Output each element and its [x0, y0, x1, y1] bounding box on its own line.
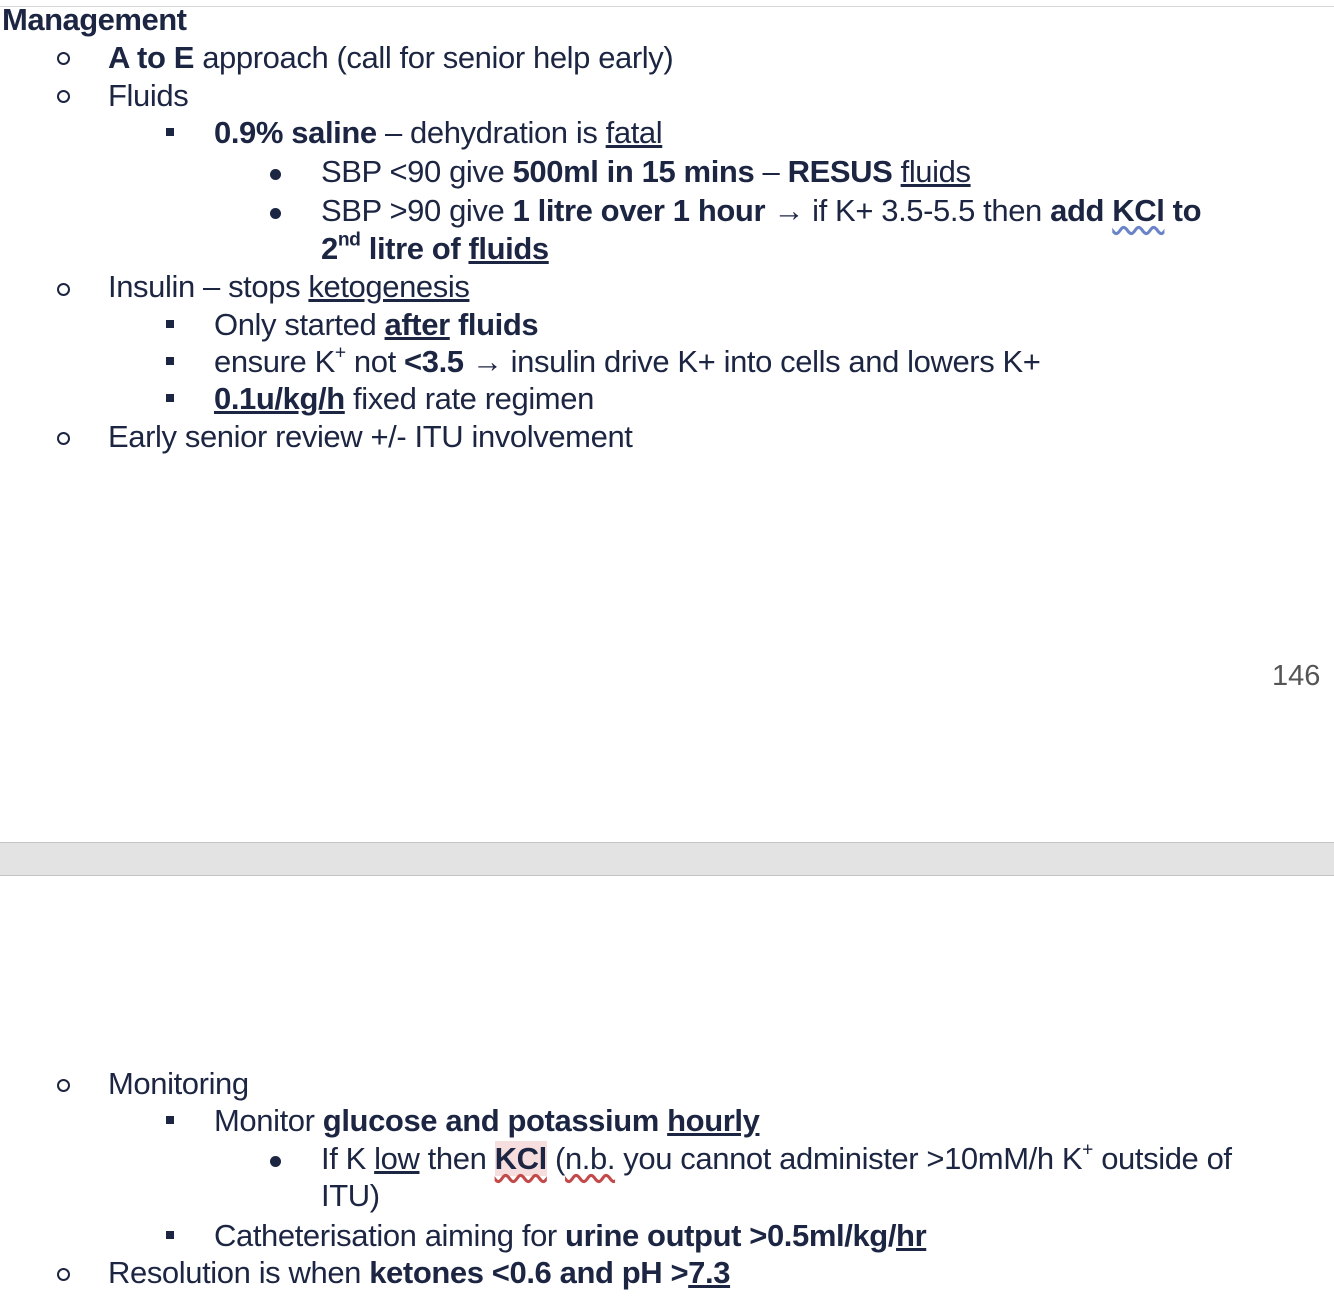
text: SBP <90 give [321, 154, 513, 189]
list-item-fixed-rate [214, 380, 594, 418]
text: ( [546, 1141, 565, 1176]
list-item-saline [214, 114, 662, 152]
text: then [419, 1141, 495, 1176]
square-bullet-icon [166, 357, 174, 365]
round-bullet-icon [270, 208, 281, 219]
underlined-text: fatal [605, 115, 663, 150]
text: – [754, 154, 788, 189]
underlined-text: 7.3 [688, 1255, 731, 1290]
list-item-senior-review: Early senior review +/- ITU involvement [108, 419, 633, 454]
bold-text: ketones <0.6 and pH > [369, 1255, 689, 1290]
bold-text: RESUS [787, 154, 893, 189]
superscript: nd [337, 229, 361, 251]
underlined-text: hourly [667, 1103, 760, 1138]
underlined-text: fluids [900, 154, 971, 189]
page-number: 146 [1272, 660, 1321, 692]
square-bullet-icon [166, 320, 174, 328]
list-item-itu-continued: ITU) [321, 1178, 380, 1213]
list-item-catheterisation [214, 1217, 926, 1255]
list-item-monitor-glucose [214, 1102, 759, 1140]
bold-text: to [1164, 193, 1202, 228]
text: If K [321, 1141, 375, 1176]
bold-text: 500ml in 15 mins [512, 154, 755, 189]
text: not [345, 344, 405, 379]
bold-text: 1 litre over 1 hour [512, 193, 766, 228]
bold-text: glucose and potassium [322, 1103, 659, 1138]
list-item-if-k-low [321, 1140, 1232, 1178]
circle-bullet-icon [57, 432, 70, 445]
round-bullet-icon [270, 1156, 281, 1167]
underlined-text: ketogenesis [308, 269, 470, 304]
bold-text: fluids [449, 307, 539, 342]
bold-text: 0.9% saline [214, 115, 377, 150]
bold-text: urine output [565, 1218, 742, 1253]
list-item-insulin [108, 268, 469, 306]
bold-text: >0.5ml/kg/ [749, 1218, 897, 1253]
text: outside of [1093, 1141, 1232, 1176]
spellcheck-text: n.b. [564, 1141, 616, 1176]
text: Insulin – stops [108, 269, 309, 304]
circle-bullet-icon [57, 1268, 70, 1281]
text [659, 1103, 667, 1138]
list-item-resolution [108, 1254, 730, 1292]
circle-bullet-icon [57, 52, 70, 65]
text: Catheterisation aiming for [214, 1218, 566, 1253]
round-bullet-icon [270, 169, 281, 180]
underlined-text: hr [896, 1218, 927, 1253]
bold-text: add [1050, 193, 1113, 228]
highlighted-text: KCl [494, 1141, 547, 1176]
square-bullet-icon [166, 1231, 174, 1239]
text: SBP >90 give [321, 193, 513, 228]
spellcheck-text: KCl [1112, 193, 1165, 228]
text: Monitor [214, 1103, 323, 1138]
list-item-fluids: Fluids [108, 78, 189, 113]
text: Only started [214, 307, 385, 342]
text [892, 154, 900, 189]
list-item-ensure-k [214, 343, 1041, 381]
text: – dehydration is [376, 115, 606, 150]
underlined-text: 0.1u/kg/h [214, 381, 345, 416]
list-item-sbp-over-90 [321, 192, 1201, 230]
list-item-sbp-under-90 [321, 153, 971, 191]
text: approach (call for senior help early) [194, 40, 674, 75]
circle-bullet-icon [57, 1079, 70, 1092]
bold-text: litre of [360, 231, 469, 266]
superscript: + [1082, 1139, 1093, 1161]
page-break-gap [0, 842, 1334, 876]
square-bullet-icon [166, 394, 174, 402]
underlined-text: low [374, 1141, 420, 1176]
list-item-second-litre [321, 230, 549, 268]
text: fixed rate regimen [344, 381, 594, 416]
text: Resolution is when [108, 1255, 370, 1290]
page-top-rule [0, 6, 1334, 7]
list-item-monitoring: Monitoring [108, 1066, 249, 1101]
bold-text: 2 [321, 231, 338, 266]
bold-text: A to E [108, 40, 194, 75]
square-bullet-icon [166, 128, 174, 136]
underlined-text: fluids [468, 231, 549, 266]
square-bullet-icon [166, 1116, 174, 1124]
text: ensure K [214, 344, 335, 379]
list-item-a-to-e [108, 39, 673, 77]
text: → insulin drive K+ into cells and lowers K+ [463, 344, 1041, 379]
circle-bullet-icon [57, 283, 70, 296]
underlined-text: after [384, 307, 450, 342]
document-page-next [0, 876, 1334, 1312]
text: → if K+ 3.5-5.5 then [765, 193, 1051, 228]
section-heading: Management [2, 2, 187, 37]
superscript: + [334, 342, 346, 364]
bold-text: <3.5 [404, 344, 464, 379]
text: you cannot administer >10mM/h K [615, 1141, 1083, 1176]
list-item-after-fluids [214, 306, 538, 344]
circle-bullet-icon [57, 90, 70, 103]
